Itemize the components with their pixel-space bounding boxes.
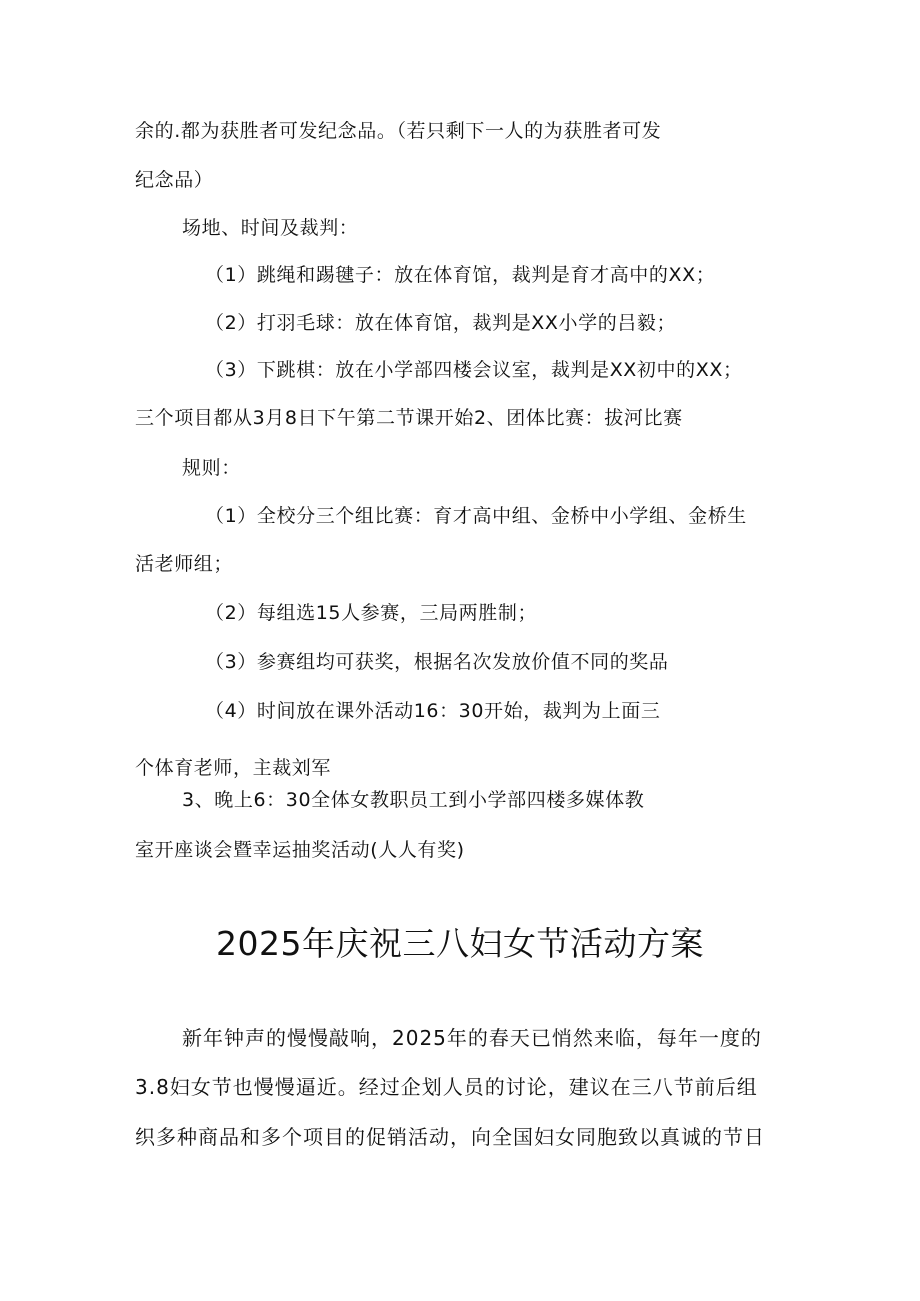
list-item: （4）时间放在课外活动16：30开始，裁判为上面三	[205, 700, 661, 722]
paragraph-line: 三个项目都从3月8日下午第二节课开始2、团体比赛：拔河比赛	[135, 407, 683, 429]
list-item-continuation: 活老师组；	[135, 553, 234, 575]
paragraph-line: 新年钟声的慢慢敲响，2025年的春天已悄然来临，每年一度的	[182, 1026, 762, 1050]
list-item: （1）全校分三个组比赛：育才高中组、金桥中小学组、金桥生	[205, 505, 747, 527]
document-title: 2025年庆祝三八妇女节活动方案	[216, 924, 704, 963]
list-item: （2）每组选15人参赛，三局两胜制；	[205, 602, 538, 624]
list-item: （3）下跳棋：放在小学部四楼会议室，裁判是XX初中的XX；	[205, 359, 743, 381]
paragraph-line: 3、晚上6：30全体女教职员工到小学部四楼多媒体教	[182, 789, 645, 811]
rules-heading: 规则：	[182, 457, 241, 479]
paragraph-line: 余的.都为获胜者可发纪念品。（若只剩下一人的为获胜者可发	[135, 120, 662, 142]
list-item: （1）跳绳和踢毽子：放在体育馆，裁判是育才高中的XX；	[205, 264, 716, 286]
paragraph-line: 织多种商品和多个项目的促销活动，向全国妇女同胞致以真诚的节日	[135, 1125, 765, 1149]
venue-heading: 场地、时间及裁判：	[182, 217, 359, 239]
paragraph-line: 室开座谈会暨幸运抽奖活动(人人有奖)	[135, 839, 465, 861]
list-item-continuation: 个体育老师，主裁刘军	[135, 757, 332, 779]
list-item: （3）参赛组均可获奖，根据名次发放价值不同的奖品	[205, 651, 669, 673]
paragraph-line: 3.8妇女节也慢慢逼近。经过企划人员的讨论，建议在三八节前后组	[135, 1075, 758, 1099]
list-item: （2）打羽毛球：放在体育馆，裁判是XX小学的吕毅；	[205, 312, 677, 334]
paragraph-line: 纪念品）	[135, 169, 214, 191]
